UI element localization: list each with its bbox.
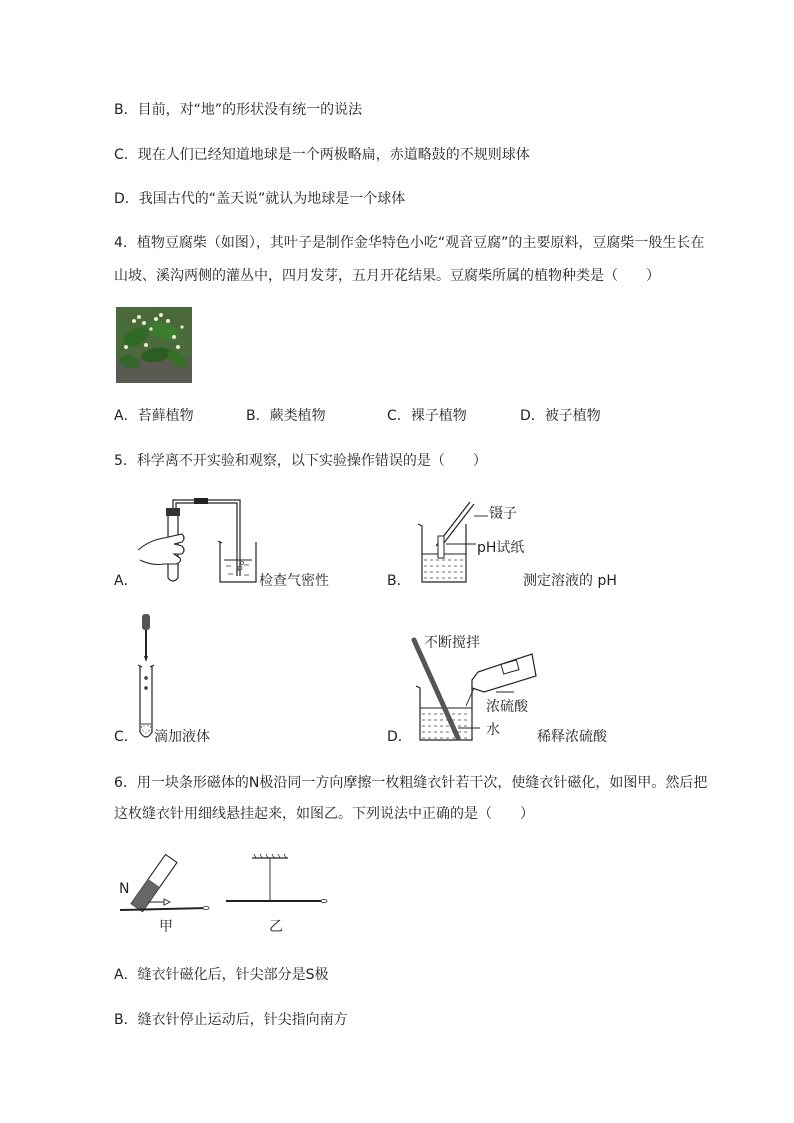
q5-option-d-caption: 稀释浓硫酸 [537, 729, 607, 745]
q5-option-d-letter: D． [387, 729, 412, 745]
q5-option-c-caption: 滴加液体 [154, 729, 210, 745]
dropper-diagram [134, 614, 164, 744]
q6-stem-line1: 6．用一块条形磁体的N极沿同一方向摩擦一枚粗缝衣针若干次，使缝衣针磁化，如图甲。然后把 [114, 775, 708, 791]
q4-option-c: C．裸子植物 [387, 408, 467, 424]
q4-option-a: A．苔藓植物 [114, 408, 194, 424]
q5-option-a-letter: A． [114, 573, 138, 589]
tweezers-label: 镊子 [489, 506, 517, 522]
q5-option-b-letter: B． [387, 573, 411, 589]
q3-option-d: D．我国古代的“盖天说”就认为地球是一个球体 [114, 191, 406, 207]
q6-option-a: A．缝衣针磁化后，针尖部分是S极 [114, 967, 329, 983]
n-pole-label: N [119, 881, 130, 897]
tofu-plant-photo [116, 307, 192, 383]
q6-stem-line2: 这枚缝衣针用细线悬挂起来，如图乙。下列说法中正确的是（ ） [114, 806, 534, 822]
q4-option-b: B．蕨类植物 [246, 408, 326, 424]
airtightness-diagram [134, 494, 264, 586]
figure-yi-label: 乙 [269, 919, 283, 935]
acid-dilution-diagram [410, 636, 540, 746]
q5-option-c-letter: C． [114, 729, 138, 745]
water-label: 水 [486, 722, 500, 738]
q6-option-b: B．缝衣针停止运动后，针尖指向南方 [114, 1012, 348, 1028]
q3-option-c: C．现在人们已经知道地球是一个两极略扁，赤道略鼓的不规则球体 [114, 147, 530, 163]
q4-stem-line1: 4．植物豆腐柴（如图），其叶子是制作金华特色小吃“观音豆腐”的主要原料，豆腐柴一般生长在 [114, 235, 705, 251]
needle-magnetize-diagram [116, 852, 216, 916]
suspended-needle-diagram [222, 854, 332, 904]
q4-stem-line2: 山坡、溪沟两侧的灌丛中，四月发芽，五月开花结果。豆腐柴所属的植物种类是（ ） [114, 268, 660, 284]
q4-option-d: D．被子植物 [520, 408, 601, 424]
q3-option-b: B．目前，对“地”的形状没有统一的说法 [114, 102, 363, 118]
acid-label: 浓硫酸 [486, 699, 528, 715]
figure-jia-label: 甲 [159, 919, 173, 935]
stir-label: 不断搅拌 [424, 635, 480, 651]
q5-option-a-caption: 检查气密性 [259, 573, 329, 589]
q5-stem: 5．科学离不开实验和观察，以下实验操作错误的是（ ） [114, 453, 487, 469]
q5-option-b-caption: 测定溶液的 pH [523, 573, 617, 589]
ph-paper-label: pH试纸 [477, 540, 525, 556]
